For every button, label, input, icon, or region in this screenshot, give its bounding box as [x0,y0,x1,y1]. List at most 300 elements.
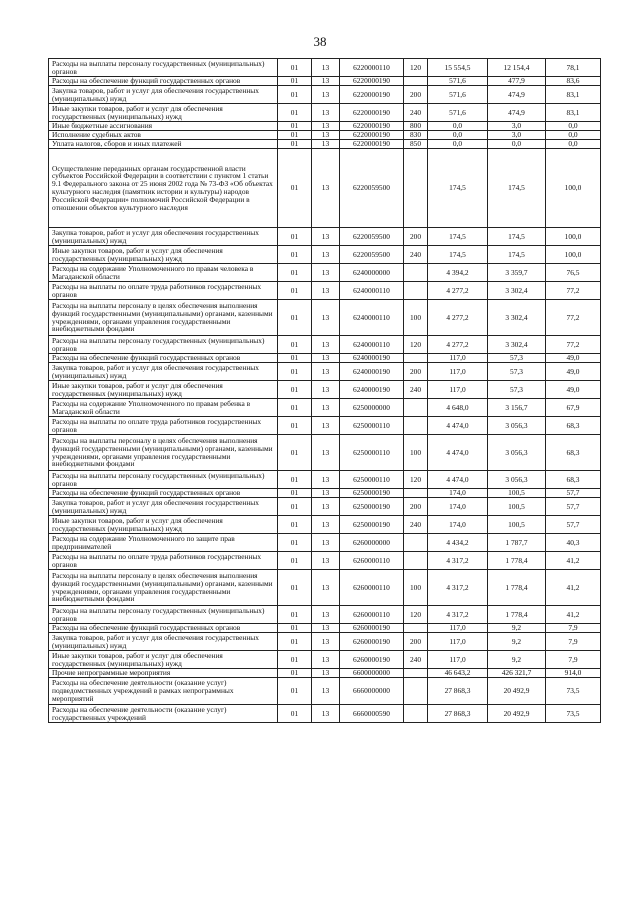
target-article-code: 6250000110 [340,471,404,489]
table-row [49,140,601,149]
section-code: 01 [278,86,312,104]
target-article-code: 6240000110 [340,300,404,336]
planned-amount: 0,0 [428,122,488,131]
target-article-code: 6250000110 [340,417,404,435]
expense-type-code [404,354,428,363]
planned-amount: 46 643,2 [428,669,488,678]
execution-percent: 73,5 [546,678,601,705]
subsection-code: 13 [312,336,340,354]
subsection-code: 13 [312,131,340,140]
expense-type-code: 120 [404,606,428,624]
actual-amount: 100,5 [488,516,546,534]
budget-item-name: Иные закупки товаров, работ и услуг для обеспечения государственных (муниципальных) нужд [49,104,278,122]
target-article-code: 6220000190 [340,77,404,86]
table-row [49,534,601,552]
expense-type-code: 200 [404,86,428,104]
target-article-code: 6240000110 [340,336,404,354]
section-code: 01 [278,246,312,264]
expense-type-code [404,705,428,723]
planned-amount: 4 474,0 [428,435,488,471]
subsection-code: 13 [312,471,340,489]
planned-amount: 0,0 [428,131,488,140]
table-row [49,59,601,77]
section-code: 01 [278,399,312,417]
target-article-code: 6220000190 [340,140,404,149]
table-row [49,363,601,381]
execution-percent: 78,1 [546,59,601,77]
planned-amount: 4 474,0 [428,471,488,489]
table-row [49,417,601,435]
expense-type-code [404,552,428,570]
planned-amount: 117,0 [428,381,488,399]
expense-type-code [404,678,428,705]
budget-item-name: Расходы на обеспечение функций государственных органов [49,624,278,633]
actual-amount: 174,5 [488,149,546,228]
actual-amount: 3 056,3 [488,471,546,489]
table-row [49,570,601,606]
execution-percent: 73,5 [546,705,601,723]
subsection-code: 13 [312,228,340,246]
budget-item-name: Иные бюджетные ассигнования [49,122,278,131]
section-code: 01 [278,534,312,552]
expense-type-code: 240 [404,651,428,669]
table-row [49,122,601,131]
expense-type-code: 120 [404,59,428,77]
actual-amount: 3,0 [488,131,546,140]
budget-item-name: Закупка товаров, работ и услуг для обеспечения государственных (муниципальных) нужд [49,228,278,246]
execution-percent: 100,0 [546,246,601,264]
target-article-code: 6660000590 [340,705,404,723]
planned-amount: 4 317,2 [428,552,488,570]
section-code: 01 [278,104,312,122]
target-article-code: 6220059500 [340,228,404,246]
budget-item-name: Расходы на обеспечение функций государственных органов [49,354,278,363]
execution-percent: 40,3 [546,534,601,552]
budget-item-name: Расходы на выплаты персоналу в целях обеспечения выполнения функций государственными (муниципальными) органами, казенными учреждениями, органами управления государственными внебюджетными фондами [49,435,278,471]
target-article-code: 6220000110 [340,59,404,77]
expense-type-code: 200 [404,633,428,651]
section-code: 01 [278,633,312,651]
planned-amount: 4 648,0 [428,399,488,417]
actual-amount: 20 492,9 [488,678,546,705]
budget-item-name: Расходы на обеспечение деятельности (оказание услуг) государственных учреждений [49,705,278,723]
planned-amount: 571,6 [428,104,488,122]
subsection-code: 13 [312,59,340,77]
actual-amount: 100,5 [488,498,546,516]
budget-item-name: Иные закупки товаров, работ и услуг для обеспечения государственных (муниципальных) нужд [49,381,278,399]
target-article-code: 6250000190 [340,498,404,516]
budget-item-name: Иные закупки товаров, работ и услуг для обеспечения государственных (муниципальных) нужд [49,516,278,534]
subsection-code: 13 [312,516,340,534]
execution-percent: 49,0 [546,381,601,399]
budget-item-name: Расходы на выплаты персоналу государственных (муниципальных) органов [49,336,278,354]
target-article-code: 6220000190 [340,104,404,122]
budget-item-name: Расходы на обеспечение функций государственных органов [49,489,278,498]
target-article-code: 6260000110 [340,552,404,570]
expense-type-code: 200 [404,498,428,516]
subsection-code: 13 [312,489,340,498]
actual-amount: 57,3 [488,381,546,399]
expense-type-code: 200 [404,228,428,246]
subsection-code: 13 [312,678,340,705]
subsection-code: 13 [312,669,340,678]
actual-amount: 1 778,4 [488,570,546,606]
table-row [49,246,601,264]
section-code: 01 [278,122,312,131]
planned-amount: 174,5 [428,246,488,264]
section-code: 01 [278,59,312,77]
expense-type-code [404,77,428,86]
planned-amount: 174,0 [428,516,488,534]
execution-percent: 68,3 [546,417,601,435]
budget-item-name: Расходы на выплаты по оплате труда работников государственных органов [49,552,278,570]
target-article-code: 6250000190 [340,516,404,534]
execution-percent: 57,7 [546,516,601,534]
budget-table [48,58,601,723]
execution-percent: 67,9 [546,399,601,417]
planned-amount: 15 554,5 [428,59,488,77]
budget-item-name: Закупка товаров, работ и услуг для обеспечения государственных (муниципальных) нужд [49,86,278,104]
target-article-code: 6250000190 [340,489,404,498]
budget-item-name: Закупка товаров, работ и услуг для обеспечения государственных (муниципальных) нужд [49,498,278,516]
planned-amount: 117,0 [428,354,488,363]
section-code: 01 [278,282,312,300]
table-row [49,435,601,471]
subsection-code: 13 [312,705,340,723]
budget-item-name: Расходы на обеспечение функций государственных органов [49,77,278,86]
table-row [49,471,601,489]
section-code: 01 [278,651,312,669]
table-row [49,399,601,417]
execution-percent: 100,0 [546,149,601,228]
execution-percent: 77,2 [546,282,601,300]
execution-percent: 0,0 [546,131,601,140]
budget-item-name: Расходы на выплаты по оплате труда работников государственных органов [49,417,278,435]
subsection-code: 13 [312,140,340,149]
section-code: 01 [278,149,312,228]
actual-amount: 12 154,4 [488,59,546,77]
actual-amount: 100,5 [488,489,546,498]
section-code: 01 [278,471,312,489]
target-article-code: 6260000190 [340,651,404,669]
planned-amount: 571,6 [428,77,488,86]
expense-type-code: 200 [404,363,428,381]
subsection-code: 13 [312,354,340,363]
expense-type-code [404,417,428,435]
actual-amount: 57,3 [488,354,546,363]
section-code: 01 [278,489,312,498]
subsection-code: 13 [312,570,340,606]
table-row [49,624,601,633]
actual-amount: 3 302,4 [488,300,546,336]
expense-type-code: 850 [404,140,428,149]
execution-percent: 83,1 [546,86,601,104]
expense-type-code: 120 [404,471,428,489]
section-code: 01 [278,552,312,570]
actual-amount: 3 056,3 [488,417,546,435]
target-article-code: 6250000110 [340,435,404,471]
planned-amount: 571,6 [428,86,488,104]
table-row [49,228,601,246]
subsection-code: 13 [312,86,340,104]
subsection-code: 13 [312,606,340,624]
section-code: 01 [278,77,312,86]
target-article-code: 6660000000 [340,678,404,705]
table-row [49,300,601,336]
actual-amount: 474,9 [488,104,546,122]
table-row [49,669,601,678]
execution-percent: 57,7 [546,489,601,498]
table-row [49,77,601,86]
section-code: 01 [278,264,312,282]
section-code: 01 [278,417,312,435]
target-article-code: 6220000190 [340,122,404,131]
actual-amount: 426 321,7 [488,669,546,678]
budget-item-name: Прочие непрограммные мероприятия [49,669,278,678]
section-code: 01 [278,606,312,624]
actual-amount: 9,2 [488,624,546,633]
actual-amount: 9,2 [488,633,546,651]
expense-type-code [404,149,428,228]
execution-percent: 57,7 [546,498,601,516]
execution-percent: 7,9 [546,633,601,651]
budget-item-name: Закупка товаров, работ и услуг для обеспечения государственных (муниципальных) нужд [49,363,278,381]
page-number: 38 [313,34,327,49]
table-row [49,516,601,534]
execution-percent: 7,9 [546,651,601,669]
table-row [49,149,601,228]
expense-type-code [404,282,428,300]
section-code: 01 [278,678,312,705]
section-code: 01 [278,131,312,140]
planned-amount: 27 868,3 [428,678,488,705]
section-code: 01 [278,516,312,534]
expense-type-code [404,489,428,498]
budget-item-name: Расходы на содержание Уполномоченного по защите прав предпринимателей [49,534,278,552]
section-code: 01 [278,498,312,516]
expense-type-code: 830 [404,131,428,140]
budget-item-name: Иные закупки товаров, работ и услуг для обеспечения государственных (муниципальных) нужд [49,651,278,669]
subsection-code: 13 [312,122,340,131]
budget-item-name: Расходы на выплаты персоналу в целях обеспечения выполнения функций государственными (муниципальными) органами, казенными учреждениями, органами управления государственными внебюджетными фондами [49,570,278,606]
table-row [49,282,601,300]
section-code: 01 [278,624,312,633]
expense-type-code [404,669,428,678]
execution-percent: 83,1 [546,104,601,122]
table-row [49,651,601,669]
execution-percent: 41,2 [546,552,601,570]
section-code: 01 [278,336,312,354]
budget-item-name: Исполнение судебных актов [49,131,278,140]
execution-percent: 77,2 [546,300,601,336]
subsection-code: 13 [312,417,340,435]
execution-percent: 77,2 [546,336,601,354]
section-code: 01 [278,140,312,149]
table-row [49,705,601,723]
section-code: 01 [278,381,312,399]
table-row [49,633,601,651]
subsection-code: 13 [312,435,340,471]
table-row [49,498,601,516]
execution-percent: 49,0 [546,363,601,381]
budget-item-name: Расходы на выплаты по оплате труда работников государственных органов [49,282,278,300]
planned-amount: 4 277,2 [428,336,488,354]
subsection-code: 13 [312,552,340,570]
budget-item-name: Осуществление переданных органам государственной власти субъектов Российской Федерации в соответствии с пунктом 1 статьи 9.1 Федерального закона от 25 июня 2002 года № 73-ФЗ «Об объектах культурного наследия (памятник истории и культуры) народов Российской Федерации» полномочий Российской Федерации в отношении объектов культурного наследия [49,149,278,228]
target-article-code: 6220059500 [340,246,404,264]
subsection-code: 13 [312,651,340,669]
budget-item-name: Уплата налогов, сборов и иных платежей [49,140,278,149]
planned-amount: 4 394,2 [428,264,488,282]
planned-amount: 0,0 [428,140,488,149]
subsection-code: 13 [312,534,340,552]
budget-item-name: Расходы на выплаты персоналу государственных (муниципальных) органов [49,471,278,489]
table-row [49,131,601,140]
table-row [49,381,601,399]
subsection-code: 13 [312,399,340,417]
section-code: 01 [278,363,312,381]
planned-amount: 4 317,2 [428,570,488,606]
target-article-code: 6600000000 [340,669,404,678]
target-article-code: 6250000000 [340,399,404,417]
target-article-code: 6240000000 [340,264,404,282]
execution-percent: 914,0 [546,669,601,678]
execution-percent: 49,0 [546,354,601,363]
actual-amount: 1 787,7 [488,534,546,552]
subsection-code: 13 [312,381,340,399]
expense-type-code: 120 [404,336,428,354]
section-code: 01 [278,300,312,336]
subsection-code: 13 [312,246,340,264]
budget-item-name: Закупка товаров, работ и услуг для обеспечения государственных (муниципальных) нужд [49,633,278,651]
expense-type-code [404,264,428,282]
budget-item-name: Расходы на выплаты персоналу государственных (муниципальных) органов [49,606,278,624]
planned-amount: 4 434,2 [428,534,488,552]
planned-amount: 117,0 [428,363,488,381]
budget-item-name: Расходы на обеспечение деятельности (оказание услуг) подведомственных учреждений в рамках непрограммных мероприятий [49,678,278,705]
actual-amount: 3,0 [488,122,546,131]
actual-amount: 474,9 [488,86,546,104]
planned-amount: 4 277,2 [428,300,488,336]
actual-amount: 174,5 [488,246,546,264]
subsection-code: 13 [312,149,340,228]
expense-type-code: 240 [404,104,428,122]
execution-percent: 68,3 [546,435,601,471]
execution-percent: 41,2 [546,606,601,624]
budget-item-name: Расходы на выплаты персоналу в целях обеспечения выполнения функций государственными (муниципальными) органами, казенными учреждениями, органами управления государственными внебюджетными фондами [49,300,278,336]
subsection-code: 13 [312,77,340,86]
target-article-code: 6260000000 [340,534,404,552]
planned-amount: 117,0 [428,633,488,651]
target-article-code: 6260000190 [340,624,404,633]
target-article-code: 6240000190 [340,363,404,381]
subsection-code: 13 [312,282,340,300]
table-row [49,678,601,705]
actual-amount: 0,0 [488,140,546,149]
target-article-code: 6240000110 [340,282,404,300]
subsection-code: 13 [312,633,340,651]
actual-amount: 3 156,7 [488,399,546,417]
expense-type-code: 240 [404,516,428,534]
actual-amount: 3 056,3 [488,435,546,471]
planned-amount: 174,5 [428,228,488,246]
section-code: 01 [278,570,312,606]
actual-amount: 20 492,9 [488,705,546,723]
expense-type-code: 240 [404,381,428,399]
planned-amount: 4 317,2 [428,606,488,624]
expense-type-code: 100 [404,300,428,336]
execution-percent: 76,5 [546,264,601,282]
section-code: 01 [278,669,312,678]
section-code: 01 [278,705,312,723]
planned-amount: 4 277,2 [428,282,488,300]
section-code: 01 [278,354,312,363]
table-row [49,86,601,104]
execution-percent: 68,3 [546,471,601,489]
planned-amount: 27 868,3 [428,705,488,723]
subsection-code: 13 [312,624,340,633]
budget-item-name: Расходы на содержание Уполномоченного по правам ребенка в Магаданской области [49,399,278,417]
planned-amount: 174,0 [428,489,488,498]
expense-type-code: 240 [404,246,428,264]
execution-percent: 0,0 [546,140,601,149]
subsection-code: 13 [312,264,340,282]
expense-type-code: 100 [404,435,428,471]
actual-amount: 3 302,4 [488,336,546,354]
actual-amount: 1 778,4 [488,552,546,570]
target-article-code: 6260000190 [340,633,404,651]
target-article-code: 6260000110 [340,606,404,624]
execution-percent: 83,6 [546,77,601,86]
target-article-code: 6220000190 [340,131,404,140]
table-row [49,264,601,282]
subsection-code: 13 [312,498,340,516]
table-row [49,606,601,624]
table-row [49,552,601,570]
execution-percent: 0,0 [546,122,601,131]
table-row [49,104,601,122]
expense-type-code: 800 [404,122,428,131]
table-row [49,489,601,498]
target-article-code: 6220000190 [340,86,404,104]
expense-type-code [404,624,428,633]
planned-amount: 174,0 [428,498,488,516]
target-article-code: 6240000190 [340,381,404,399]
actual-amount: 174,5 [488,228,546,246]
actual-amount: 3 359,7 [488,264,546,282]
budget-item-name: Расходы на выплаты персоналу государственных (муниципальных) органов [49,59,278,77]
planned-amount: 117,0 [428,651,488,669]
section-code: 01 [278,435,312,471]
expense-type-code [404,534,428,552]
subsection-code: 13 [312,104,340,122]
target-article-code: 6240000190 [340,354,404,363]
actual-amount: 477,9 [488,77,546,86]
planned-amount: 117,0 [428,624,488,633]
planned-amount: 174,5 [428,149,488,228]
subsection-code: 13 [312,300,340,336]
table-body [49,59,601,723]
target-article-code: 6220059500 [340,149,404,228]
execution-percent: 7,9 [546,624,601,633]
actual-amount: 1 778,4 [488,606,546,624]
actual-amount: 3 302,4 [488,282,546,300]
table-row [49,354,601,363]
table-row [49,336,601,354]
budget-item-name: Расходы на содержание Уполномоченного по правам человека в Магаданской области [49,264,278,282]
section-code: 01 [278,228,312,246]
target-article-code: 6260000110 [340,570,404,606]
